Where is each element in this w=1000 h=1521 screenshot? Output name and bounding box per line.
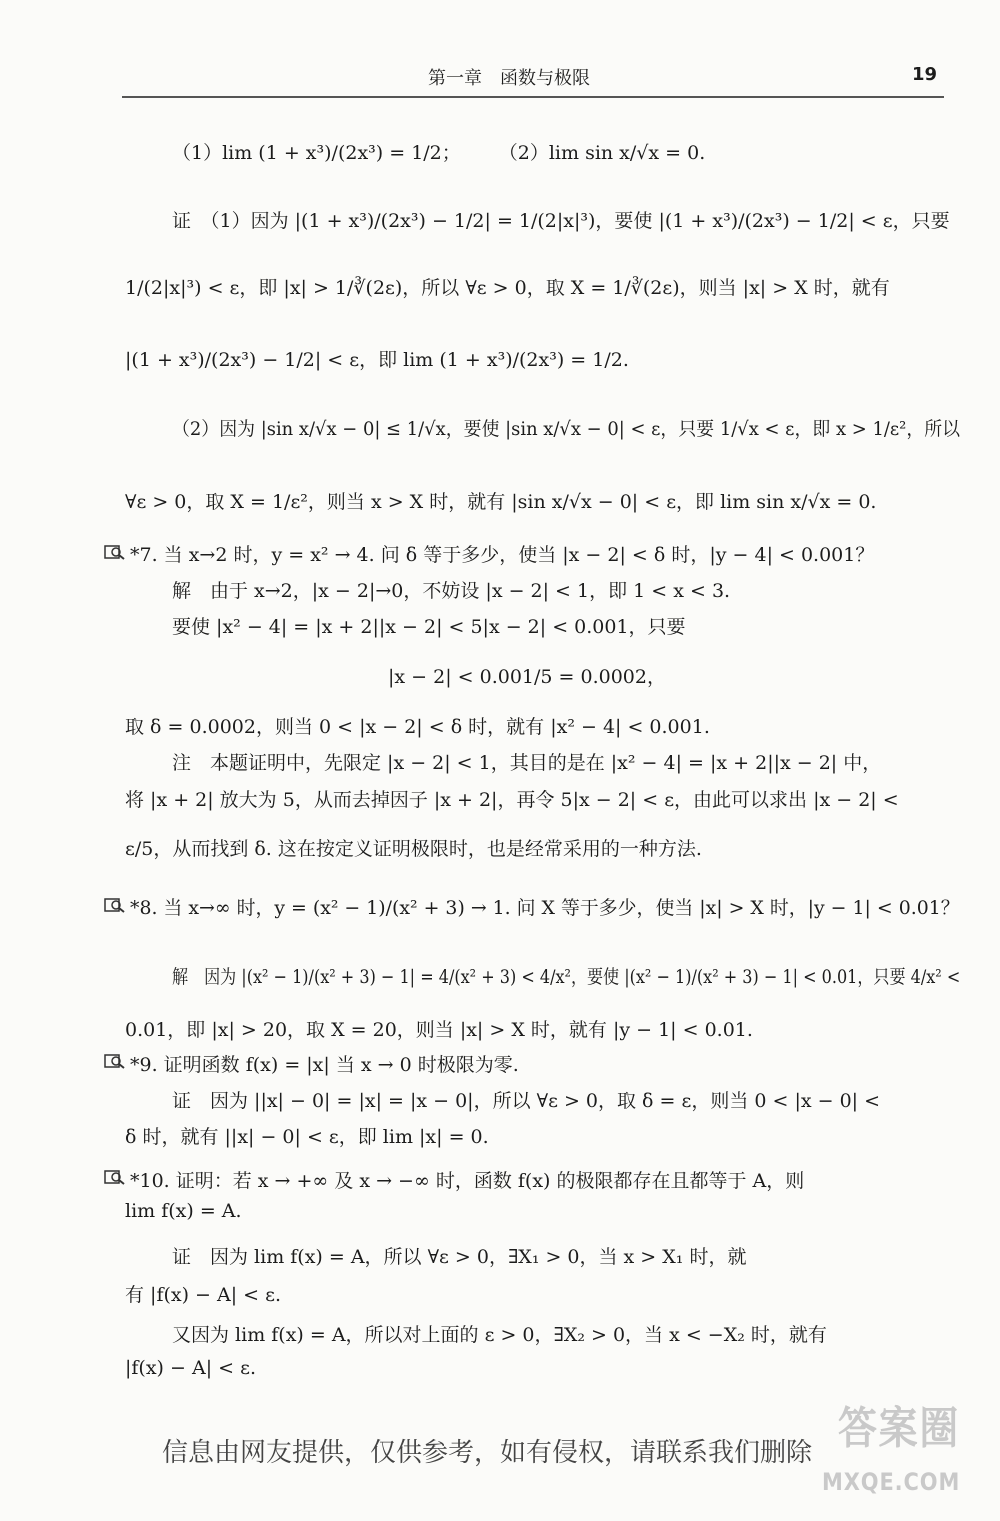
text-line: lim f(x) = A.: [125, 1200, 242, 1222]
text-line: |f(x) − A| < ε.: [125, 1357, 256, 1379]
header-rule: [122, 96, 944, 98]
copyright-notice: 信息由网友提供，仅供参考，如有侵权，请联系我们删除: [162, 1438, 813, 1468]
running-header-chapter: 第一章 函数与极限: [428, 68, 590, 89]
text-line: 证 因为 lim f(x) = A，所以 ∀ε > 0，∃X₁ > 0，当 x > X₁ 时，就: [172, 1246, 747, 1268]
text-line: 0.01，即 |x| > 20，取 X = 20，则当 |x| > X 时，就有 |y − 1| < 0.01.: [125, 1019, 753, 1041]
watermark-logo: 答案圈: [838, 1403, 960, 1454]
exercise-10: *10. 证明：若 x → +∞ 及 x → −∞ 时，函数 f(x) 的极限都存在且都等于 A，则: [130, 1170, 805, 1192]
search-book-icon: [104, 896, 126, 914]
search-book-icon: [104, 543, 126, 561]
text-line: 解 因为 |(x² − 1)/(x² + 3) − 1| = 4/(x² + 3) < 4/x²，要使 |(x² − 1)/(x² + 3) − 1| < 0.01，只要 4/x² <: [172, 966, 961, 988]
text-line: 要使 |x² − 4| = |x + 2||x − 2| < 5|x − 2| < 0.001，只要: [172, 616, 686, 638]
display-equation: |x − 2| < 0.001/5 = 0.0002，: [388, 666, 666, 688]
text-line: 证 （1）因为 |(1 + x³)/(2x³) − 1/2| = 1/(2|x|³)，要使 |(1 + x³)/(2x³) − 1/2| < ε，只要: [172, 210, 950, 232]
text-line: 有 |f(x) − A| < ε.: [125, 1284, 282, 1306]
watermark-url: MXQE.COM: [822, 1468, 961, 1496]
text-line: 证 因为 ||x| − 0| = |x| = |x − 0|，所以 ∀ε > 0，取 δ = ε，则当 0 < |x − 0| <: [172, 1090, 881, 1112]
text-line: 取 δ = 0.0002，则当 0 < |x − 2| < δ 时，就有 |x² − 4| < 0.001.: [125, 716, 710, 738]
text-line: （2）因为 |sin x/√x − 0| ≤ 1/√x，要使 |sin x/√x − 0| < ε，只要 1/√x < ε，即 x > 1/ε²，所以: [172, 418, 961, 440]
text-line: （1）lim (1 + x³)/(2x³) = 1/2； （2）lim sin x/√x = 0.: [172, 142, 706, 164]
exercise-7: *7. 当 x→2 时，y = x² → 4. 问 δ 等于多少，使当 |x − 2| < δ 时，|y − 4| < 0.001？: [130, 544, 875, 566]
text-line: 注 本题证明中，先限定 |x − 2| < 1，其目的是在 |x² − 4| = |x + 2||x − 2| 中，: [172, 752, 882, 774]
text-line: |(1 + x³)/(2x³) − 1/2| < ε，即 lim (1 + x³)/(2x³) = 1/2.: [125, 349, 629, 371]
search-book-icon: [104, 1052, 126, 1070]
text-line: ∀ε > 0，取 X = 1/ε²，则当 x > X 时，就有 |sin x/√x − 0| < ε，即 lim sin x/√x = 0.: [125, 491, 877, 513]
text-line: 1/(2|x|³) < ε，即 |x| > 1/∛(2ε)，所以 ∀ε > 0，取 X = 1/∛(2ε)，则当 |x| > X 时，就有: [125, 277, 890, 299]
exercise-9: *9. 证明函数 f(x) = |x| 当 x → 0 时极限为零.: [130, 1054, 519, 1076]
text-line: 又因为 lim f(x) = A，所以对上面的 ε > 0，∃X₂ > 0，当 x < −X₂ 时，就有: [172, 1324, 827, 1346]
exercise-8: *8. 当 x→∞ 时，y = (x² − 1)/(x² + 3) → 1. 问 X 等于多少，使当 |x| > X 时，|y − 1| < 0.01？: [130, 897, 960, 919]
search-book-icon: [104, 1168, 126, 1186]
text-line: 将 |x + 2| 放大为 5，从而去掉因子 |x + 2|，再令 5|x − 2| < ε，由此可以求出 |x − 2| <: [125, 789, 899, 811]
page-number: 19: [912, 64, 938, 85]
text-line: ε/5，从而找到 δ. 这在按定义证明极限时，也是经常采用的一种方法.: [125, 838, 702, 860]
text-line: 解 由于 x→2，|x − 2|→0，不妨设 |x − 2| < 1，即 1 < x < 3.: [172, 580, 731, 602]
text-line: δ 时，就有 ||x| − 0| < ε，即 lim |x| = 0.: [125, 1126, 489, 1148]
